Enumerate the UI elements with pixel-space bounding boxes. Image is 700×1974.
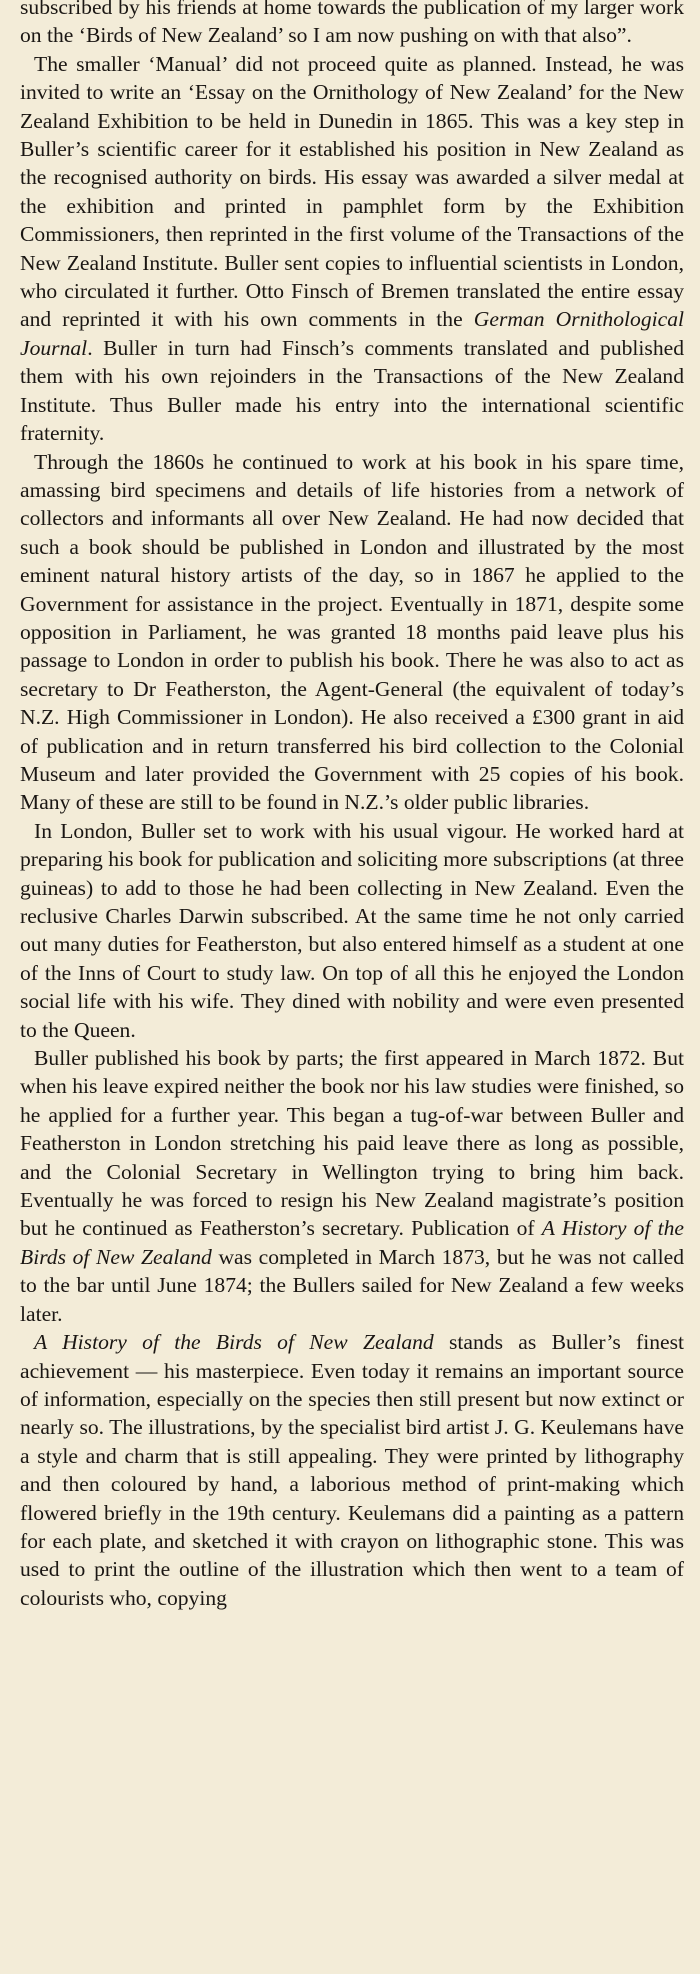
paragraph-text: In London, Buller set to work with his usual vigour. He worked hard at preparing his book for publication and soliciting more subscriptions (at three guineas) to add to those he had been collecting in New Zealand. Even the reclusive Charles Darwin subscribed. At the same time he not only carried out many duties for Featherston, but also entered himself as a student at one of the Inns of Court to study law. On top of all this he enjoyed the London social life with his wife. They dined with nobility and were even presented to the Queen. bbox=[20, 818, 684, 1042]
paragraph-1 bbox=[20, 0, 684, 50]
paragraph-text: . Buller in turn had Finsch’s comments translated and published them with his own rejoinders in the Transactions of the New Zealand Institute. Thus Buller made his entry into the international scientific fraternity. bbox=[20, 335, 684, 446]
paragraph-2 bbox=[20, 50, 684, 448]
paragraph-5 bbox=[20, 1044, 684, 1328]
paragraph-text: Buller published his book by parts; the first appeared in March 1872. But when his leave expired neither the book nor his law studies were finished, so he applied for a further year. This began a tug-of-war between Buller and Featherston in London stretching his paid leave there as long as possible, and the Colonial Secretary in Wellington trying to bring him back. Eventually he was forced to resign his New Zealand magistrate’s position but he continued as Featherston’s secretary. Publication of bbox=[20, 1046, 684, 1241]
book-title-italic: A History of the Birds of New Zealand bbox=[20, 1216, 684, 1269]
book-title-italic: A History of the Birds of New Zealand bbox=[34, 1330, 434, 1355]
paragraph-3 bbox=[20, 448, 684, 817]
paragraph-text: Through the 1860s he continued to work at his book in his spare time, amassing bird specimens and details of life histories from a network of collectors and informants all over New Zealand. He had now decided that such a book should be published in London and illustrated by the most eminent natural history artists of the day, so in 1867 he applied to the Government for assistance in the project. Eventually in 1871, despite some opposition in Parliament, he was granted 18 months paid leave plus his passage to London in order to publish his book. There he was also to act as secretary to Dr Featherston, the Agent-General (the equivalent of today’s N.Z. High Commissioner in London). He also received a £300 grant in aid of publication and in return transferred his bird collection to the Colonial Museum and later provided the Government with 25 copies of his book. Many of these are still to be found in N.Z.’s older public libraries. bbox=[20, 449, 684, 815]
paragraph-text: The smaller ‘Manual’ did not proceed quite as planned. Instead, he was invited to write an ‘Essay on the Ornithology of New Zealand’ for the New Zealand Exhibition to be held in Dunedin in 1865. This was a key step in Buller’s scientific career for it established his position in New Zealand as the recognised authority on birds. His essay was awarded a silver medal at the exhibition and printed in pamphlet form by the Exhibition Commissioners, then reprinted in the first volume of the Transactions of the New Zealand Institute. Buller sent copies to influential scientists in London, who circulated it further. Otto Finsch of Bremen translated the entire essay and reprinted it with his own comments in the bbox=[20, 51, 684, 332]
paragraph-text: subscribed by his friends at home towards the publication of my larger work on the ‘Birds of New Zealand’ so I am now pushing on with that also”. bbox=[20, 0, 684, 48]
paragraph-text: was completed in March 1873, but he was not called to the bar until June 1874; the Bullers sailed for New Zealand a few weeks later. bbox=[20, 1244, 684, 1326]
journal-title-italic: German Ornithological Journal bbox=[20, 307, 684, 360]
paragraph-6 bbox=[20, 1328, 684, 1612]
paragraph-4 bbox=[20, 817, 684, 1044]
paragraph-text: stands as Buller’s finest achievement — his masterpiece. Even today it remains an important source of information, especially on the species then still present but now extinct or nearly so. The illustrations, by the specialist bird artist J. G. Keulemans have a style and charm that is still appealing. They were printed by lithography and then coloured by hand, a laborious method of print-making which flowered briefly in the 19th century. Keulemans did a painting as a pattern for each plate, and sketched it with crayon on lithographic stone. This was used to print the outline of the illustration which then went to a team of colourists who, copying bbox=[20, 1330, 685, 1610]
